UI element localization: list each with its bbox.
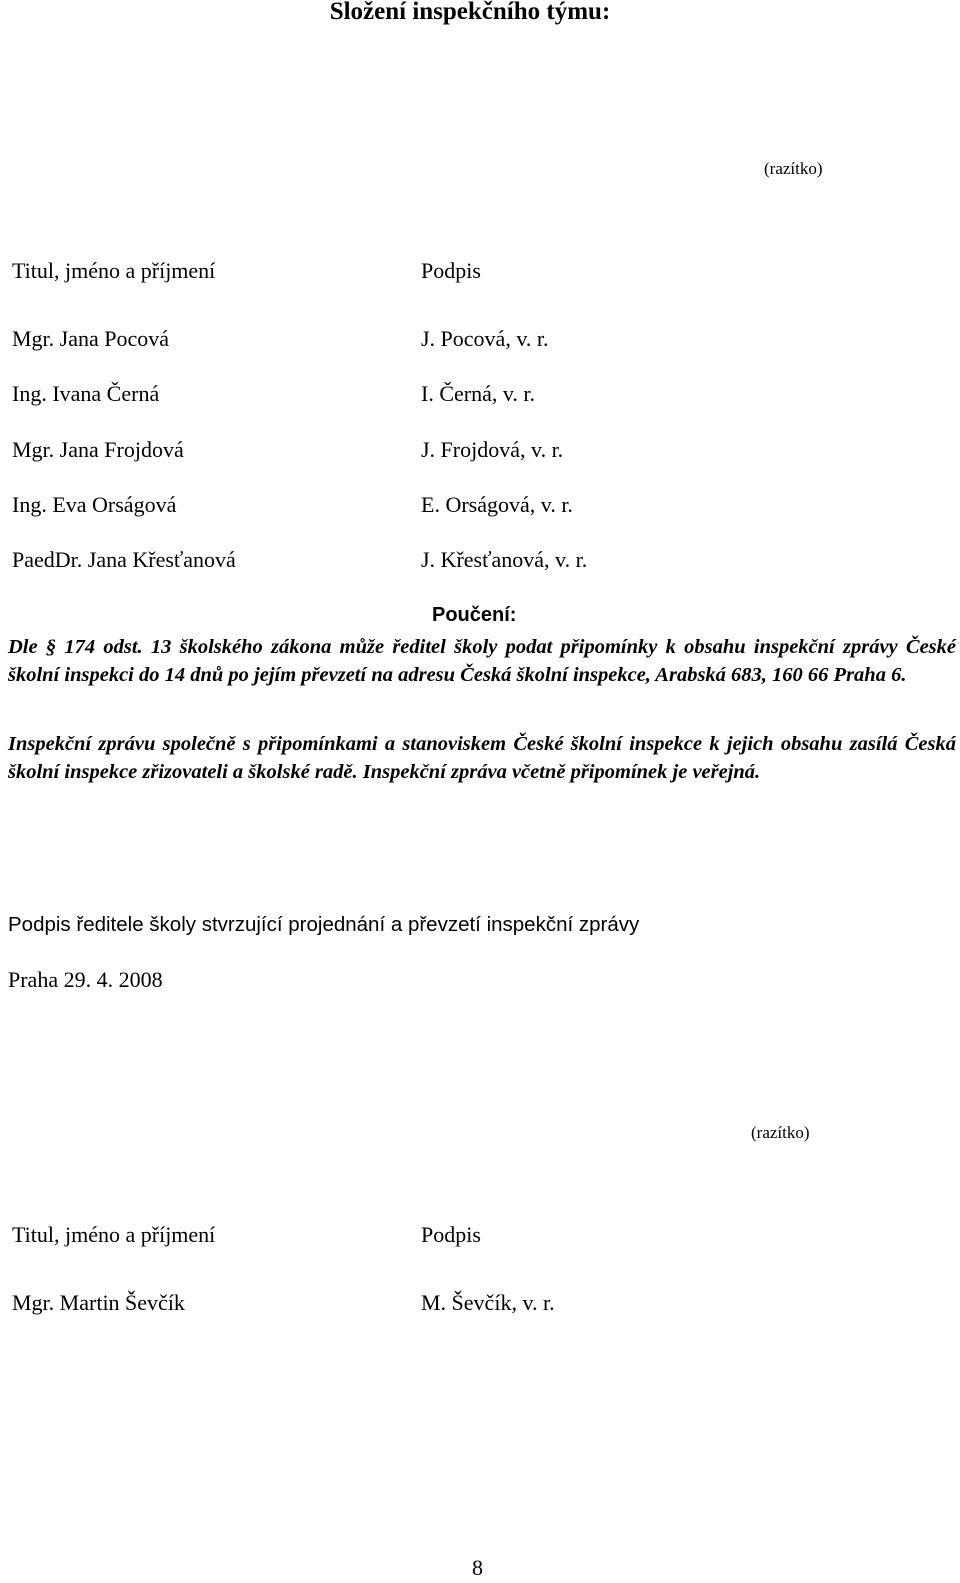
team-member-name: Ing. Ivana Černá xyxy=(12,381,160,406)
page-number: 8 xyxy=(472,1555,483,1580)
team-member-signature: J. Křesťanová, v. r. xyxy=(421,547,588,572)
team-header-signature: Podpis xyxy=(421,258,481,283)
director-signature: M. Ševčík, v. r. xyxy=(421,1290,555,1315)
notice-paragraph-1 xyxy=(8,634,956,689)
team-member-name: Mgr. Jana Pocová xyxy=(12,326,170,351)
team-member-signature: I. Černá, v. r. xyxy=(421,381,536,406)
stamp-label: (razítko) xyxy=(751,1123,810,1142)
team-member-signature: J. Frojdová, v. r. xyxy=(421,437,564,462)
notice-paragraph-1-text: Dle § 174 odst. 13 školského zákona může ředitel školy podat připomínky k obsahu inspekční zprávy České školní inspekci do 14 dnů po jejím převzetí na adresu Česká školní inspekce, Arabská 683, 160 66 Praha 6. xyxy=(8,636,956,686)
director-signature-heading: Podpis ředitele školy stvrzující projednání a převzetí inspekční zprávy xyxy=(8,913,640,936)
director-header-signature: Podpis xyxy=(421,1222,481,1247)
director-header-name: Titul, jméno a příjmení xyxy=(12,1222,216,1247)
stamp-label: (razítko) xyxy=(764,159,823,178)
team-member-name: PaedDr. Jana Křesťanová xyxy=(12,547,236,572)
notice-paragraph-2-text: Inspekční zprávu společně s připomínkami a stanoviskem České školní inspekce k jejich obsahu zasílá Česká školní inspekce zřizovateli a školské radě. Inspekční zpráva včetně připomínek je veřejná. xyxy=(8,733,956,783)
place-date: Praha 29. 4. 2008 xyxy=(8,967,163,992)
team-member-signature: E. Orságová, v. r. xyxy=(421,492,573,517)
notice-paragraph-2 xyxy=(8,731,956,786)
team-member-signature: J. Pocová, v. r. xyxy=(421,326,549,351)
page-title: Složení inspekčního týmu: xyxy=(329,0,611,25)
team-member-name: Ing. Eva Orságová xyxy=(12,492,177,517)
team-member-name: Mgr. Jana Frojdová xyxy=(12,437,184,462)
team-header-name: Titul, jméno a příjmení xyxy=(12,258,216,283)
notice-heading: Poučení: xyxy=(432,604,517,626)
director-name: Mgr. Martin Ševčík xyxy=(12,1290,185,1315)
